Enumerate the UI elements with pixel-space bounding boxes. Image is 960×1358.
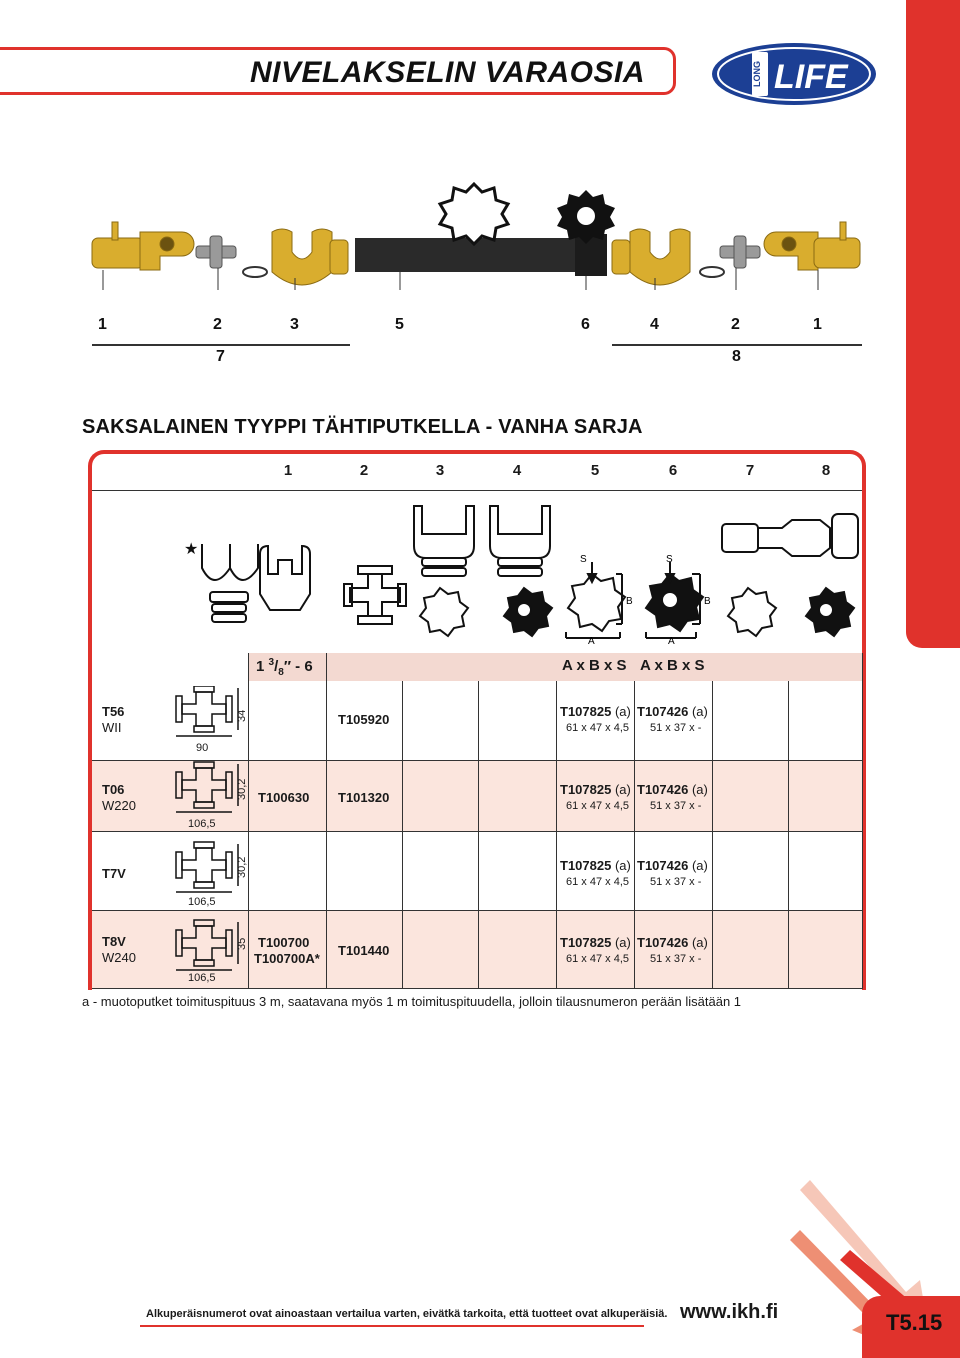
longlife-logo — [710, 40, 878, 108]
cross-dimension-icons — [172, 686, 244, 986]
part-code: T100700A* — [254, 951, 320, 966]
section-title: SAKSALAINEN TYYPPI TÄHTIPUTKELLA - VANHA SARJA — [82, 416, 643, 438]
page-code-badge — [862, 1296, 960, 1358]
part-code: T107825 (a) — [560, 935, 631, 950]
column-header: 7 — [745, 462, 755, 479]
star-profile-outline-icon — [440, 184, 508, 244]
position-number: 2 — [213, 316, 222, 333]
column-divider — [248, 653, 249, 989]
tube-dimensions: 51 x 37 x - — [650, 800, 702, 812]
tube-label-s: S — [580, 554, 587, 565]
part-code: T101320 — [338, 790, 390, 805]
page-code: T5.15 — [886, 1310, 943, 1335]
side-tab-decoration — [906, 0, 960, 648]
column-divider — [556, 681, 557, 989]
spec-row — [248, 653, 862, 681]
dimension-line — [92, 344, 350, 346]
tube-dimensions: 61 x 47 x 4,5 — [566, 800, 629, 812]
tube-dimensions: 61 x 47 x 4,5 — [566, 953, 629, 965]
part-code: T107825 (a) — [560, 704, 631, 719]
star-mark: ★ — [184, 539, 199, 558]
tube-label-a: A — [588, 636, 595, 647]
tube-spec-a: A x B x S — [562, 657, 627, 674]
column-divider — [326, 653, 327, 989]
position-number: 6 — [581, 316, 590, 333]
position-number: 1 — [98, 316, 107, 333]
cross-width: 90 — [196, 742, 209, 754]
circlip-icon — [700, 267, 724, 277]
tube-label-b: B — [626, 596, 633, 607]
cross-outline-icon — [350, 574, 400, 616]
column-divider — [478, 681, 479, 989]
tube-label-a: A — [668, 636, 675, 647]
part-code: T100700 — [258, 935, 310, 950]
star-profile-outline-icon — [728, 588, 776, 636]
cross-dimension-icon — [176, 920, 238, 970]
yoke-outline-icon — [202, 544, 258, 580]
cross-dimension-icon — [176, 842, 238, 892]
header-divider — [92, 490, 862, 491]
row-series: T06 — [102, 782, 125, 797]
yoke-icon — [764, 222, 860, 270]
driveline-parts-illustration — [0, 160, 900, 290]
tube-dimensions: 61 x 47 x 4,5 — [566, 876, 629, 888]
row-divider — [92, 988, 862, 989]
cross-height: 35 — [236, 937, 248, 950]
cross-icon — [196, 236, 236, 268]
column-header: 1 — [283, 462, 293, 479]
part-icons-row — [92, 492, 862, 652]
spline-spec: 1 $^3/_8'' - 6$ — [256, 657, 313, 678]
inner-yoke-icon — [414, 506, 474, 558]
column-divider — [402, 681, 403, 989]
star-profile-outline-icon — [568, 574, 625, 631]
row-model: W220 — [102, 798, 136, 813]
part-code: T107426 (a) — [637, 704, 708, 719]
yoke-outline-icon — [260, 546, 310, 610]
yoke-icon — [92, 222, 194, 270]
column-header: 5 — [590, 462, 600, 479]
part-code: T107426 (a) — [637, 858, 708, 873]
cross-height: 30,2 — [236, 856, 248, 878]
part-code: T107426 (a) — [637, 935, 708, 950]
star-profile-outline-icon — [420, 588, 468, 636]
logo-small-text: LONG — [752, 61, 762, 87]
row-model: W240 — [102, 950, 136, 965]
column-divider — [634, 681, 635, 989]
dimension-line — [612, 344, 862, 346]
yoke-icon — [272, 229, 348, 285]
column-header: 4 — [512, 462, 522, 479]
dimension-label: 8 — [732, 348, 741, 365]
position-number: 1 — [813, 316, 822, 333]
cross-dimension-icon — [176, 686, 238, 736]
tube-spec-b: A x B x S — [640, 657, 705, 674]
cross-height: 34 — [236, 709, 248, 722]
driveline-diagram — [0, 160, 900, 370]
position-number: 3 — [290, 316, 299, 333]
profile-tube-icon — [355, 238, 605, 272]
inner-yoke-icon — [490, 506, 550, 558]
circlip-icon — [243, 267, 267, 277]
column-divider — [862, 653, 863, 989]
page-title: NIVELAKSELIN VARAOSIA — [250, 56, 645, 89]
column-header: 8 — [821, 462, 831, 479]
row-model: WII — [102, 720, 122, 735]
title-banner — [0, 47, 676, 95]
part-code: T105920 — [338, 712, 390, 727]
row-series: T8V — [102, 934, 126, 949]
part-code: T107825 (a) — [560, 858, 631, 873]
tube-dimensions: 51 x 37 x - — [650, 953, 702, 965]
tube-dimensions: 51 x 37 x - — [650, 722, 702, 734]
cross-dimension-icon — [176, 762, 238, 812]
part-code: T107825 (a) — [560, 782, 631, 797]
part-code: T100630 — [258, 790, 310, 805]
tube-label-b: B — [704, 596, 711, 607]
footer-rule — [140, 1325, 644, 1327]
part-code: T101440 — [338, 943, 390, 958]
tube-dimensions: 61 x 47 x 4,5 — [566, 722, 629, 734]
cross-height: 30,2 — [236, 778, 248, 800]
disclaimer: Alkuperäisnumerot ovat ainoastaan vertailua varten, eivätkä tarkoita, että tuotteet ovat alkuperäisiä. — [146, 1308, 668, 1320]
cross-width: 106,5 — [188, 818, 216, 830]
footnote: a - muotoputket toimituspituus 3 m, saatavana myös 1 m toimituspituudella, jolloin tilausnumeron perään lisätään 1 — [82, 994, 742, 1009]
cross-width: 106,5 — [188, 972, 216, 984]
logo-big-text: LIFE — [774, 58, 848, 96]
position-number: 2 — [731, 316, 740, 333]
column-header: 6 — [668, 462, 678, 479]
tube-label-s: S — [666, 554, 673, 565]
column-header: 2 — [359, 462, 369, 479]
row-series: T7V — [102, 866, 126, 881]
column-divider — [788, 681, 789, 989]
column-header: 3 — [435, 462, 445, 479]
part-code: T107426 (a) — [637, 782, 708, 797]
row-series: T56 — [102, 704, 125, 719]
cross-width: 106,5 — [188, 896, 216, 908]
cross-icon — [720, 236, 760, 268]
column-divider — [712, 681, 713, 989]
dimension-label: 7 — [216, 348, 225, 365]
yoke-icon — [612, 229, 690, 285]
position-number: 4 — [650, 316, 659, 333]
website-link[interactable]: www.ikh.fi — [680, 1301, 779, 1323]
half-shaft-outline-icon — [722, 514, 858, 558]
position-number: 5 — [395, 316, 404, 333]
tube-dimensions: 51 x 37 x - — [650, 876, 702, 888]
